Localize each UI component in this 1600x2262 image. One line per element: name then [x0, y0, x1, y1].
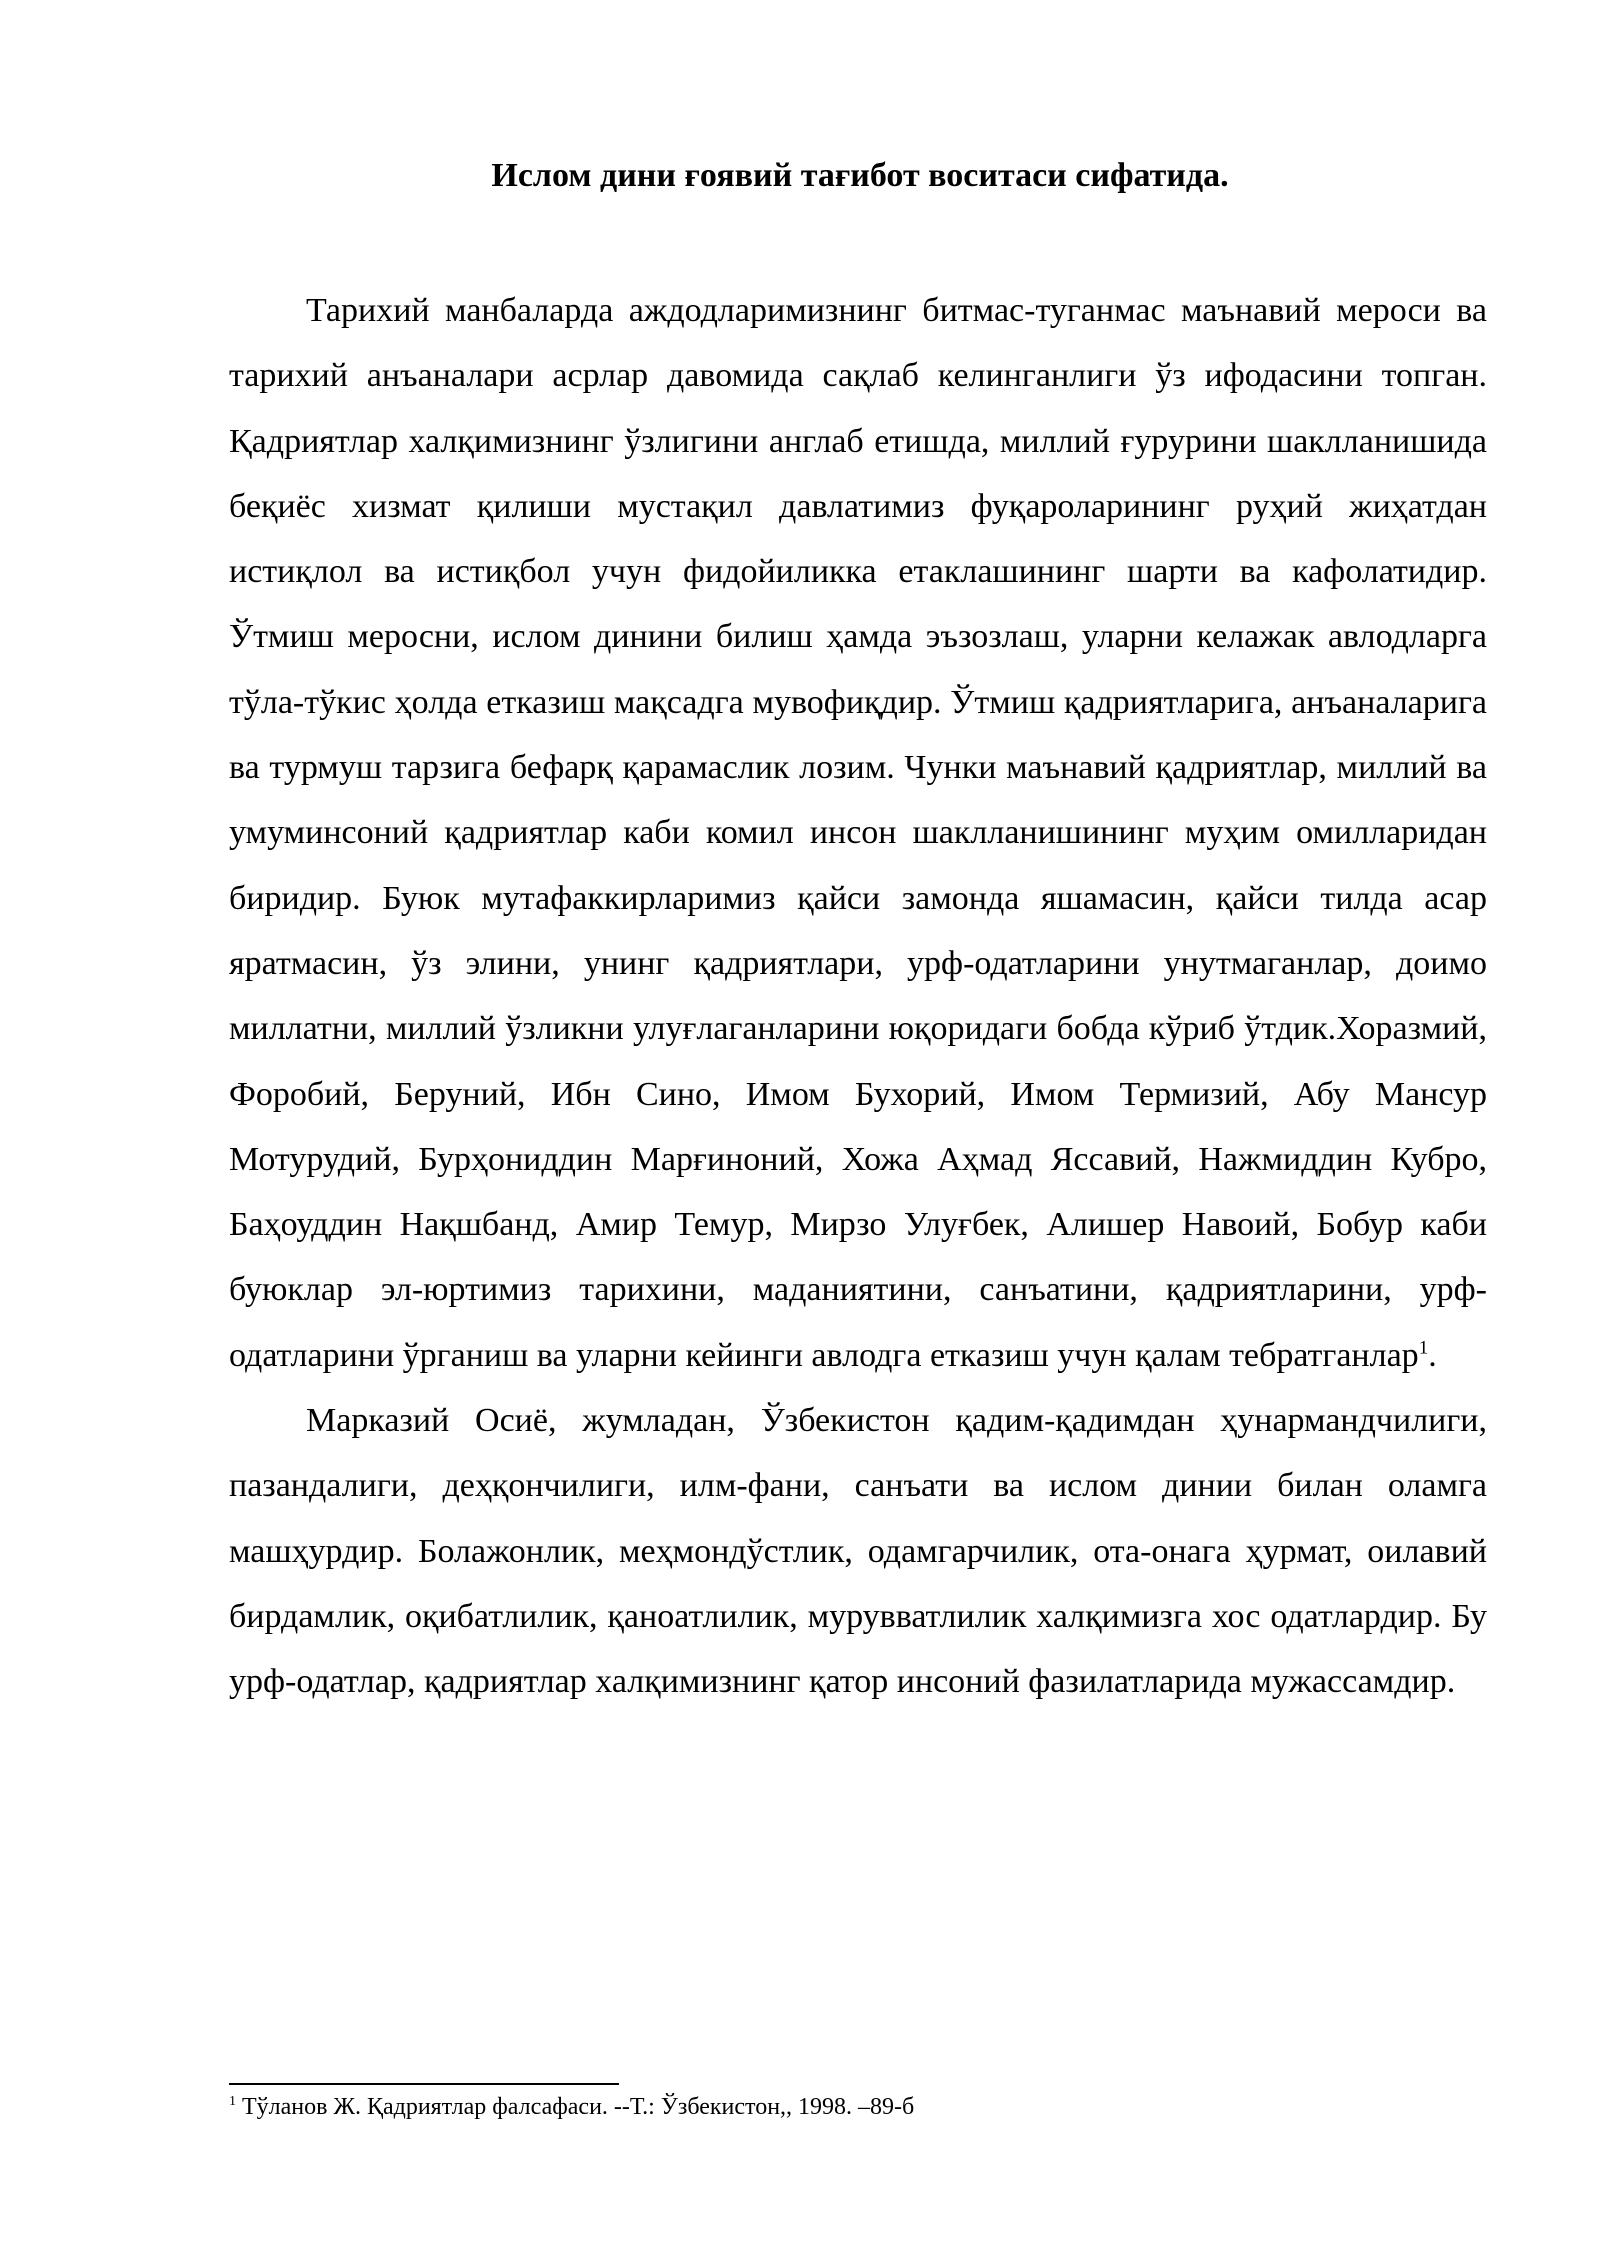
- document-title: Ислом дини ғоявий тағибот воситаси сифатида.: [491, 157, 1229, 194]
- paragraph-1-tail: .: [1428, 1336, 1437, 1374]
- footnote-separator: [229, 2083, 619, 2085]
- paragraph-2: [229, 1388, 1487, 1714]
- paragraph-1-text: Тарихий манбаларда аждодларимизнинг битмас-туганмас маънавий мероси ва тарихий анъаналари асрлар давомида сақлаб келинганлиги ўз ифодасини топган. Қадриятлар халқимизнинг ўзлигини англаб етишда, миллий ғурурини шаклланишида беқиёс хизмат қилиши мустақил давлатимиз фуқароларининг руҳий жиҳатдан истиқлол ва истиқбол учун фидойиликка етаклашининг шарти ва кафолатидир. Ўтмиш меросни, ислом динини билиш ҳамда эъзозлаш, уларни келажак авлодларга тўла-тўкис ҳолда етказиш мақсадга мувофиқдир. Ўтмиш қадриятларига, анъаналарига ва турмуш тарзига бефарқ қарамаслик лозим. Чунки маънавий қадриятлар, миллий ва умуминсоний қадриятлар каби комил инсон шаклланишининг муҳим омилларидан биридир. Буюк мутафаккирларимиз қайси замонда яшамасин, қайси тилда асар яратмасин, ўз элини, унинг қадриятлари, урф-одатларини унутмаганлар, доимо миллатни, миллий ўзликни улуғлаганларини юқоридаги бобда кўриб ўтдик.Хоразмий, Форобий, Беруний, Ибн Сино, Имом Бухорий, Имом Термизий, Абу Мансур Мотурудий, Бурҳониддин Марғиноний, Хожа Аҳмад Яссавий, Нажмиддин Кубро, Баҳоуддин Нақшбанд, Амир Темур, Мирзо Улуғбек, Алишер Навоий, Бобур каби буюклар эл-юртимиз тарихини, маданиятини, санъатини, қадриятларини, урф-одатларини ўрганиш ва уларни кейинги авлодга етказиш учун қалам тебратганлар: [229, 292, 1487, 1374]
- document-body: [229, 278, 1487, 1715]
- paragraph-1: [229, 278, 1487, 1388]
- paragraph-2-text: Марказий Осиё, жумладан, Ўзбекистон қадим-қадимдан ҳунармандчилиги, пазандалиги, деҳқончилиги, илм-фани, санъати ва ислом динии билан оламга машҳурдир. Болажонлик, меҳмондўстлик, одамгарчилик, ота-онага ҳурмат, оилавий бирдамлик, оқибатлилик, қаноатлилик, мурувватлилик халқимизга хос одатлардир. Бу урф-одатлар, қадриятлар халқимизнинг қатор инсоний фазилатларида мужассамдир.: [229, 1402, 1487, 1701]
- footnote: [229, 2090, 1487, 2124]
- footnote-text: Тўланов Ж. Қадриятлар фалсафаси. --Т.: Ўзбекистон,, 1998. –89-б: [236, 2094, 915, 2120]
- footnote-marker: 1: [229, 2094, 236, 2109]
- footnote-reference[interactable]: 1: [1418, 1337, 1429, 1359]
